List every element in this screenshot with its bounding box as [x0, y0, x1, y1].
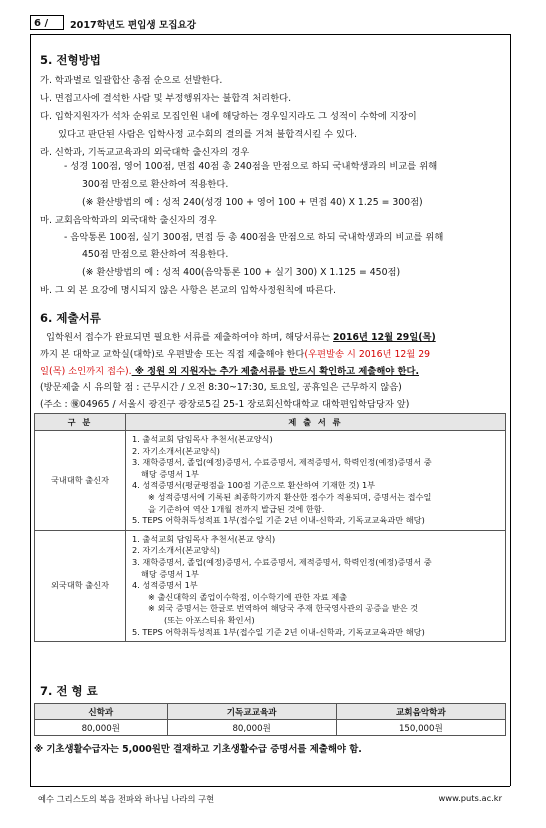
page-header: [30, 12, 510, 35]
document-item: 1. 출석교회 담임목사 추천서(본교 양식): [132, 533, 276, 544]
document-item: 4. 성적증명서 1부: [132, 580, 198, 591]
fee-value: 150,000원: [336, 720, 505, 736]
s5-line: 라. 신학과, 기독교교육과의 외국대학 출신자의 경우: [40, 147, 250, 158]
s5-line: 다. 입학지원자가 석차 순위로 모집인원 내에 해당하는 경우일지라도 그 성적이 수학에 지장이: [40, 111, 417, 122]
extra-docs-warning: ※ 정원 외 지원자는 추가 제출서류를 반드시 확인하고 제출해야 한다.: [131, 366, 420, 377]
s5-line: 300점 만점으로 환산하여 적용한다.: [82, 179, 229, 190]
fee-table: [34, 703, 506, 736]
page-footer: [30, 786, 510, 804]
header-title: 2017학년도 편입생 모집요강: [70, 20, 197, 31]
table-row: [35, 431, 506, 531]
documents-cell: [126, 431, 506, 531]
deadline-date: 2016년 12월 29일(목): [333, 332, 436, 343]
document-item: 해당 증명서 1부: [141, 468, 199, 479]
col-header-category: 구 분: [35, 414, 126, 431]
left-rule: [30, 34, 31, 786]
document-item: 5. TEPS 어학취득성적표 1부(접수일 기준 2년 이내-신학과, 기독교교육과만 해당): [132, 515, 425, 526]
col-header-documents: 제 출 서 류: [126, 414, 506, 431]
footer-url: www.puts.ac.kr: [438, 793, 502, 803]
right-rule: [510, 34, 511, 786]
s6-paragraph-line-3: [40, 363, 419, 377]
fee-header: 기독교교육과: [167, 704, 336, 720]
s5-line: - 음악통론 100점, 실기 300점, 면접 등 총 400점을 만점으로 하되 국내학생과의 비교를 위해: [64, 232, 444, 243]
document-item: 3. 재학증명서, 졸업(예정)증명서, 수료증명서, 제적증명서, 학력인정(예정)증명서 중: [132, 457, 432, 468]
document-item: 2. 자기소개서(본교양식): [132, 545, 220, 556]
document-item: ※ 외국 증명서는 한글로 번역하여 해당국 주재 한국영사관의 공증을 받은 것: [148, 603, 419, 614]
s6-paragraph-line-1: [46, 329, 436, 343]
s5-line: 바. 그 외 본 요강에 명시되지 않은 사항은 본교의 입학사정원칙에 따른다.: [40, 285, 336, 296]
document-item: 을 기준하여 역산 1개월 전까지 발급된 것에 한함.: [148, 503, 325, 514]
footer-motto: 예수 그리스도의 복음 전파와 하나님 나라의 구현: [38, 794, 215, 804]
address-note: (주소 : ㊝04965 / 서울시 광진구 광장로5길 25-1 장로회신학대학교 대학편입학담당자 앞): [40, 399, 410, 410]
section-6-title: 6. 제출서류: [40, 311, 101, 325]
fee-header: 교회음악학과: [336, 704, 505, 720]
s5-line: - 성경 100점, 영어 100점, 면접 40점 총 240점을 만점으로 하되 국내학생과의 비교를 위해: [64, 161, 438, 172]
s5-line: 나. 면접고사에 결석한 사람 및 부정행위자는 불합격 처리한다.: [40, 93, 292, 104]
page-number: 6 /: [30, 15, 64, 30]
s5-line: (※ 환산방법의 예 : 성적 240(성경 100 + 영어 100 + 면접 40) X 1.25 = 300점): [82, 197, 423, 208]
document-item: (또는 아포스티유 확인서): [164, 614, 255, 625]
fee-note: ※ 기초생활수급자는 5,000원만 결재하고 기초생활수급 증명서를 제출해야 함.: [34, 744, 362, 755]
document-item: ※ 출신대학의 졸업이수학점, 이수학기에 관한 자료 제출: [148, 591, 348, 602]
category-cell: 국내대학 출신자: [35, 431, 126, 531]
category-cell: 외국대학 출신자: [35, 530, 126, 641]
s6-text: 까지 본 대학교 교학실(대학)로 우편발송 또는 직접 제출해야 한다: [40, 349, 305, 360]
fee-value: 80,000원: [167, 720, 336, 736]
document-item: ※ 성적증명서에 기록된 최종학기까지 환산한 점수가 적용되며, 증명서는 접수일: [148, 491, 432, 502]
document-item: 4. 성적증명서(평균평점을 100점 기준으로 환산하여 기재한 것) 1부: [132, 480, 376, 491]
s5-line: 있다고 판단된 사람은 입학사정 교수회의 결의를 거쳐 불합격시킬 수 있다.: [58, 129, 357, 140]
mail-note-cont: 일(목) 소인까지 접수).: [40, 366, 132, 377]
table-row: [35, 530, 506, 641]
s5-line: (※ 환산방법의 예 : 성적 400(음악통론 100 + 실기 300) X 1.125 = 450점): [82, 267, 401, 278]
document-item: 해당 증명서 1부: [141, 568, 199, 579]
documents-cell: [126, 530, 506, 641]
s6-paragraph-line-2: [40, 346, 430, 360]
document-item: 3. 재학증명서, 졸업(예정)증명서, 수료증명서, 제적증명서, 학력인정(예정)증명서 중: [132, 556, 432, 567]
documents-table: [34, 413, 506, 642]
document-item: 2. 자기소개서(본교양식): [132, 445, 220, 456]
document-item: 1. 출석교회 담임목사 추천서(본교양식): [132, 434, 273, 444]
mail-note: (우편발송 시 2016년 12월 29: [304, 349, 431, 360]
fee-value: 80,000원: [35, 720, 168, 736]
section-5-title: 5. 전형방법: [40, 53, 101, 67]
visit-note: (방문제출 시 유의할 점 : 근무시간 / 오전 8:30~17:30, 토요일, 공휴일은 근무하지 않음): [40, 382, 402, 393]
document-item: 5. TEPS 어학취득성적표 1부(접수일 기준 2년 이내-신학과, 기독교교육과만 해당): [132, 626, 425, 637]
s6-text: 입학원서 접수가 완료되면 필요한 서류를 제출하여야 하며, 해당서류는: [46, 332, 334, 343]
fee-header: 신학과: [35, 704, 168, 720]
table-row: [35, 720, 506, 736]
s5-line: 가. 학과별로 일괄합산 총점 순으로 선발한다.: [40, 75, 223, 86]
s5-line: 450점 만점으로 환산하여 적용한다.: [82, 249, 229, 260]
s5-line: 마. 교회음악학과의 외국대학 출신자의 경우: [40, 215, 217, 226]
section-7-title: 7. 전 형 료: [40, 684, 98, 698]
